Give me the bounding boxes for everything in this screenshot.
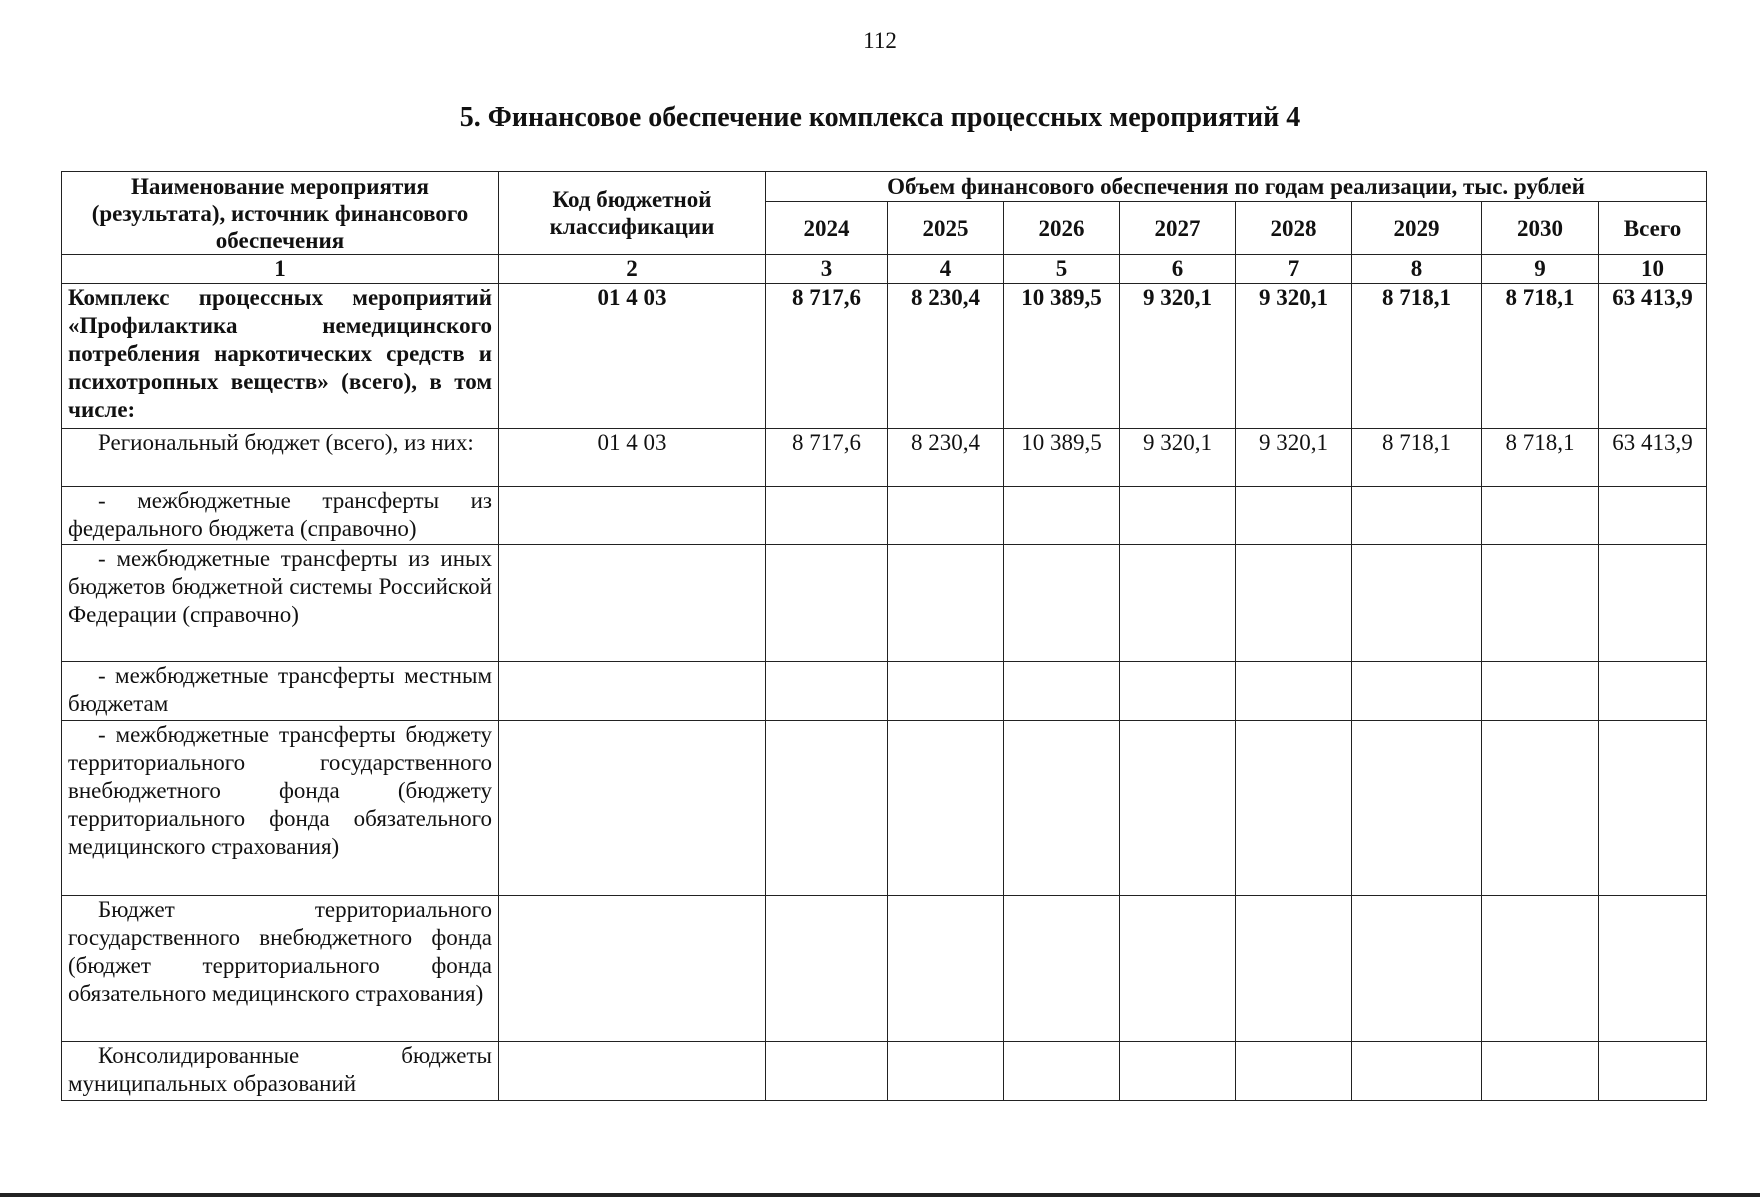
row-value — [1599, 662, 1707, 721]
row-value: 8 718,1 — [1352, 284, 1482, 429]
header-volume: Объем финансового обеспечения по годам реализации, тыс. рублей — [766, 172, 1707, 202]
column-number: 1 — [62, 255, 499, 284]
row-value: 9 320,1 — [1236, 284, 1352, 429]
row-value: 8 230,4 — [888, 284, 1004, 429]
row-value: 8 717,6 — [766, 429, 888, 487]
row-code — [499, 896, 766, 1042]
table-row-municipal-budgets — [62, 1042, 1707, 1101]
row-value — [888, 896, 1004, 1042]
row-value — [1004, 487, 1120, 545]
row-value: 9 320,1 — [1120, 284, 1236, 429]
table-row-federal-transfers — [62, 487, 1707, 545]
row-value — [1352, 487, 1482, 545]
row-value: 8 230,4 — [888, 429, 1004, 487]
row-value — [1004, 662, 1120, 721]
table-row-fund-budget — [62, 896, 1707, 1042]
row-name: Региональный бюджет (всего), из них: — [62, 429, 499, 487]
row-value — [766, 1042, 888, 1101]
row-value: 10 389,5 — [1004, 284, 1120, 429]
row-value — [1120, 1042, 1236, 1101]
row-value — [1004, 545, 1120, 662]
row-value: 9 320,1 — [1120, 429, 1236, 487]
header-year: 2028 — [1236, 202, 1352, 255]
row-value — [1482, 662, 1599, 721]
row-value — [1236, 545, 1352, 662]
row-value — [888, 1042, 1004, 1101]
row-value — [1599, 545, 1707, 662]
row-value — [1352, 662, 1482, 721]
bottom-rule — [0, 1193, 1760, 1197]
header-year: 2030 — [1482, 202, 1599, 255]
row-value — [1599, 1042, 1707, 1101]
row-value: 8 718,1 — [1482, 429, 1599, 487]
row-value — [1236, 662, 1352, 721]
row-name: - межбюджетные трансферты из федерального бюджета (справочно) — [62, 487, 499, 545]
row-value — [1004, 1042, 1120, 1101]
header-name: Наименование мероприятия (результата), источник финансового обеспечения — [62, 172, 499, 255]
financing-table — [61, 171, 1707, 1101]
row-value: 8 718,1 — [1482, 284, 1599, 429]
row-value — [1482, 1042, 1599, 1101]
row-value: 8 718,1 — [1352, 429, 1482, 487]
row-value — [766, 721, 888, 896]
row-name: - межбюджетные трансферты из иных бюджетов бюджетной системы Российской Федерации (справочно) — [62, 545, 499, 662]
row-value — [1352, 1042, 1482, 1101]
document-title: 5. Финансовое обеспечение комплекса процессных мероприятий 4 — [459, 102, 1301, 133]
row-value — [1482, 896, 1599, 1042]
row-value — [1482, 721, 1599, 896]
row-value — [1236, 487, 1352, 545]
row-value — [1120, 721, 1236, 896]
row-name: Комплекс процессных мероприятий «Профилактика немедицинского потребления наркотических средств и психотропных веществ» (всего), в том числе: — [62, 284, 499, 429]
row-value: 63 413,9 — [1599, 284, 1707, 429]
table-row-fund-transfers — [62, 721, 1707, 896]
row-value — [1352, 721, 1482, 896]
row-value — [1120, 662, 1236, 721]
row-value — [1236, 1042, 1352, 1101]
header-year: 2029 — [1352, 202, 1482, 255]
row-name: Консолидированные бюджеты муниципальных образований — [62, 1042, 499, 1101]
page-number: 112 — [863, 28, 897, 53]
header-row-top — [62, 172, 1707, 202]
row-name: Бюджет территориального государственного внебюджетного фонда (бюджет территориального фонда обязательного медицинского страхования) — [62, 896, 499, 1042]
column-numbers-row — [62, 255, 1707, 284]
row-value — [1482, 487, 1599, 545]
row-code: 01 4 03 — [499, 429, 766, 487]
row-value — [766, 487, 888, 545]
row-value — [1482, 545, 1599, 662]
table-row-regional-budget — [62, 429, 1707, 487]
column-number: 9 — [1482, 255, 1599, 284]
row-value: 10 389,5 — [1004, 429, 1120, 487]
header-year: 2026 — [1004, 202, 1120, 255]
row-value: 63 413,9 — [1599, 429, 1707, 487]
row-code: 01 4 03 — [499, 284, 766, 429]
row-value — [1599, 721, 1707, 896]
row-value — [888, 662, 1004, 721]
row-value — [766, 545, 888, 662]
row-value — [1004, 896, 1120, 1042]
row-code — [499, 721, 766, 896]
row-value — [1004, 721, 1120, 896]
table-row-complex-total — [62, 284, 1707, 429]
column-number: 2 — [499, 255, 766, 284]
row-value — [766, 662, 888, 721]
row-code — [499, 487, 766, 545]
table-row-local-transfers — [62, 662, 1707, 721]
row-value — [1236, 721, 1352, 896]
column-number: 10 — [1599, 255, 1707, 284]
column-number: 5 — [1004, 255, 1120, 284]
row-value — [1120, 487, 1236, 545]
row-value — [1120, 545, 1236, 662]
row-value — [1599, 487, 1707, 545]
row-value — [1599, 896, 1707, 1042]
column-number: 7 — [1236, 255, 1352, 284]
column-number: 3 — [766, 255, 888, 284]
column-number: 4 — [888, 255, 1004, 284]
header-code: Код бюджетной классификации — [499, 172, 766, 255]
row-value — [766, 896, 888, 1042]
row-code — [499, 662, 766, 721]
row-value — [888, 545, 1004, 662]
row-value: 8 717,6 — [766, 284, 888, 429]
header-year: 2027 — [1120, 202, 1236, 255]
row-value — [1352, 896, 1482, 1042]
row-value — [1120, 896, 1236, 1042]
table-row-other-budget-transfers — [62, 545, 1707, 662]
row-value: 9 320,1 — [1236, 429, 1352, 487]
row-value — [888, 721, 1004, 896]
row-name: - межбюджетные трансферты местным бюджетам — [62, 662, 499, 721]
row-value — [888, 487, 1004, 545]
column-number: 6 — [1120, 255, 1236, 284]
row-code — [499, 545, 766, 662]
row-code — [499, 1042, 766, 1101]
header-year: 2024 — [766, 202, 888, 255]
header-year: 2025 — [888, 202, 1004, 255]
header-total: Всего — [1599, 202, 1707, 255]
row-name: - межбюджетные трансферты бюджету территориального государственного внебюджетного фонда (бюджету территориального фонда обязательного медицинского страхования) — [62, 721, 499, 896]
row-value — [1236, 896, 1352, 1042]
row-value — [1352, 545, 1482, 662]
column-number: 8 — [1352, 255, 1482, 284]
